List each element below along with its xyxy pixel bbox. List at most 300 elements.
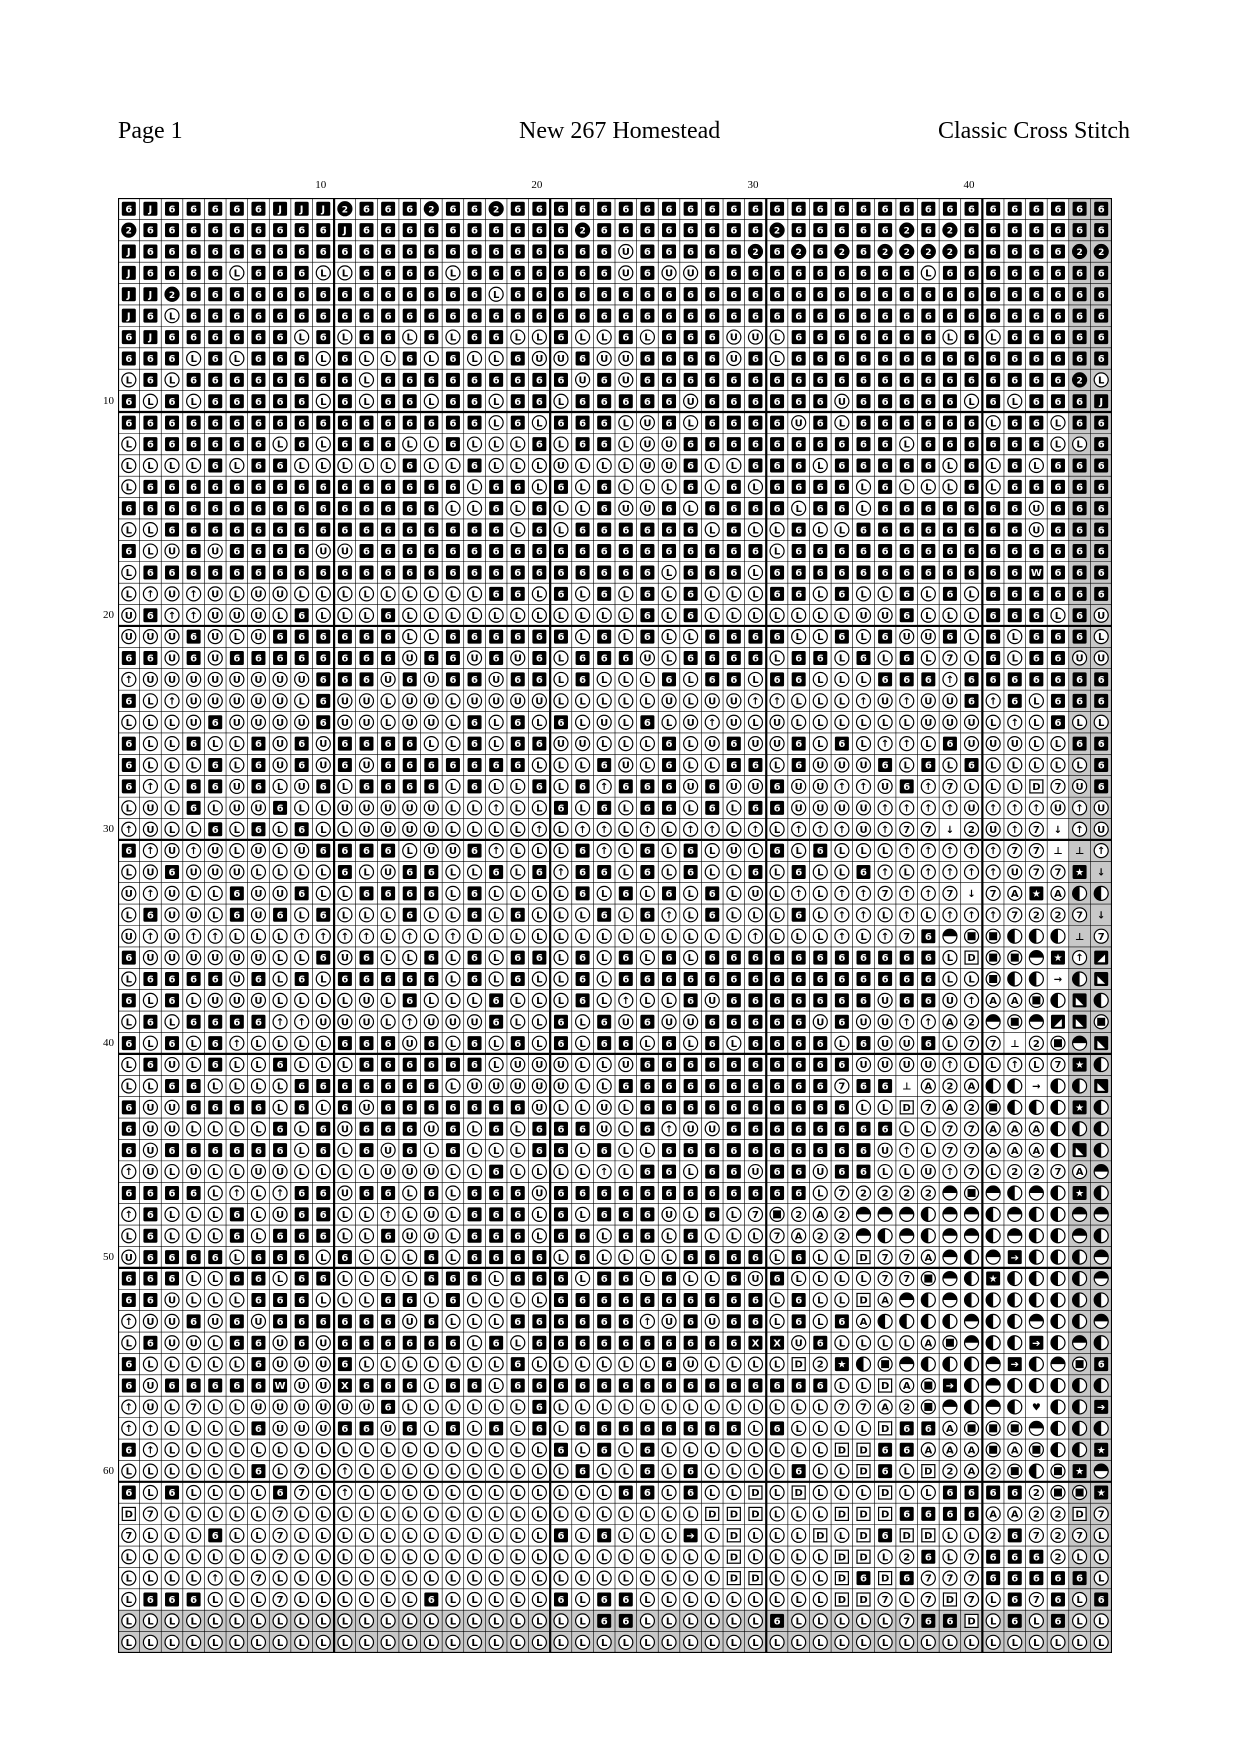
stitch-cell <box>576 758 590 772</box>
stitch-cell <box>640 202 654 216</box>
stitch-symbol: L <box>709 846 716 857</box>
stitch-symbol: L <box>190 889 197 900</box>
stitch-cell <box>554 608 568 622</box>
stitch-symbol: 6 <box>449 290 456 301</box>
stitch-symbol: L <box>558 846 565 857</box>
stitch-cell <box>813 715 827 729</box>
stitch-cell <box>986 287 1000 301</box>
stitch-cell <box>835 908 849 922</box>
stitch-symbol: 6 <box>1033 375 1040 386</box>
stitch-symbol: 6 <box>514 482 521 493</box>
stitch-symbol: U <box>795 782 803 793</box>
stitch-cell <box>1051 758 1065 772</box>
stitch-symbol: U <box>125 889 133 900</box>
stitch-cell <box>295 844 309 858</box>
stitch-cell <box>770 608 784 622</box>
stitch-cell <box>230 694 244 708</box>
stitch-cell <box>662 565 676 579</box>
stitch-symbol: 6 <box>838 354 845 365</box>
stitch-symbol: U <box>1076 782 1084 793</box>
stitch-cell <box>295 287 309 301</box>
stitch-cell <box>878 287 892 301</box>
stitch-cell <box>748 394 762 408</box>
stitch-cell <box>230 715 244 729</box>
stitch-symbol: L <box>428 611 435 622</box>
stitch-cell <box>143 694 157 708</box>
stitch-symbol: L <box>471 611 478 622</box>
stitch-symbol: U <box>579 375 587 386</box>
stitch-symbol: 6 <box>882 632 889 643</box>
stitch-symbol: L <box>147 696 154 707</box>
stitch-symbol: 6 <box>125 418 132 429</box>
stitch-symbol: 6 <box>860 461 867 472</box>
stitch-symbol: 6 <box>666 397 673 408</box>
stitch-cell <box>165 351 179 365</box>
stitch-symbol: L <box>644 761 651 772</box>
stitch-cell <box>619 287 633 301</box>
stitch-cell <box>965 458 979 472</box>
stitch-symbol: 6 <box>795 953 802 964</box>
stitch-cell <box>403 865 417 879</box>
stitch-cell <box>878 929 892 943</box>
stitch-cell <box>1051 587 1065 601</box>
stitch-symbol: L <box>968 782 975 793</box>
stitch-symbol: 6 <box>1033 654 1040 665</box>
stitch-symbol: 6 <box>298 632 305 643</box>
stitch-cell <box>468 309 482 323</box>
stitch-symbol: 6 <box>903 782 910 793</box>
stitch-symbol: 6 <box>601 803 608 814</box>
stitch-cell <box>640 437 654 451</box>
stitch-symbol: ↑ <box>1011 803 1019 814</box>
stitch-cell <box>316 544 330 558</box>
stitch-cell <box>295 929 309 943</box>
stitch-cell <box>619 779 633 793</box>
stitch-symbol: L <box>385 932 392 943</box>
stitch-cell <box>813 480 827 494</box>
stitch-symbol: 6 <box>860 418 867 429</box>
stitch-cell <box>165 394 179 408</box>
stitch-symbol: L <box>277 611 284 622</box>
stitch-cell <box>295 608 309 622</box>
stitch-cell <box>921 608 935 622</box>
stitch-cell <box>446 202 460 216</box>
stitch-cell <box>122 672 136 686</box>
stitch-cell <box>143 737 157 751</box>
stitch-cell <box>1094 694 1108 708</box>
stitch-symbol: 6 <box>774 504 781 515</box>
stitch-cell <box>381 351 395 365</box>
stitch-cell <box>1051 351 1065 365</box>
stitch-symbol: 6 <box>1054 482 1061 493</box>
stitch-cell <box>792 223 806 237</box>
stitch-symbol: 6 <box>1011 461 1018 472</box>
stitch-cell <box>511 202 525 216</box>
stitch-cell <box>1051 651 1065 665</box>
stitch-cell <box>251 480 265 494</box>
stitch-cell <box>489 309 503 323</box>
stitch-symbol: 6 <box>795 440 802 451</box>
stitch-symbol: 6 <box>882 397 889 408</box>
stitch-cell <box>230 779 244 793</box>
stitch-cell <box>1073 244 1087 258</box>
stitch-symbol: L <box>579 333 586 344</box>
stitch-cell <box>468 801 482 815</box>
stitch-symbol: 6 <box>946 204 953 215</box>
stitch-symbol: 6 <box>557 418 564 429</box>
stitch-symbol: L <box>558 696 565 707</box>
stitch-cell <box>554 458 568 472</box>
stitch-cell <box>921 202 935 216</box>
stitch-cell <box>813 309 827 323</box>
stitch-cell <box>316 309 330 323</box>
stitch-symbol: ↑ <box>946 868 954 879</box>
stitch-symbol: 6 <box>514 761 521 772</box>
stitch-cell <box>748 437 762 451</box>
stitch-symbol: U <box>233 953 241 964</box>
stitch-symbol: L <box>169 739 176 750</box>
stitch-cell <box>1051 309 1065 323</box>
stitch-cell <box>727 523 741 537</box>
stitch-symbol: 6 <box>1098 696 1105 707</box>
stitch-cell <box>165 458 179 472</box>
stitch-symbol: L <box>990 718 997 729</box>
stitch-cell <box>1008 501 1022 515</box>
stitch-cell <box>165 779 179 793</box>
stitch-cell <box>576 437 590 451</box>
stitch-symbol: L <box>493 611 500 622</box>
stitch-symbol: L <box>298 333 305 344</box>
stitch-cell <box>1051 630 1065 644</box>
stitch-symbol: 6 <box>147 247 154 258</box>
stitch-symbol: L <box>169 782 176 793</box>
symbol-fill <box>989 932 997 940</box>
stitch-symbol: U <box>730 354 738 365</box>
stitch-symbol: L <box>687 675 694 686</box>
stitch-symbol: 6 <box>730 953 737 964</box>
stitch-symbol: 2 <box>1033 910 1040 921</box>
stitch-symbol: 6 <box>644 718 651 729</box>
stitch-symbol: U <box>751 782 759 793</box>
stitch-cell <box>1029 416 1043 430</box>
stitch-cell <box>489 416 503 430</box>
stitch-cell <box>424 779 438 793</box>
stitch-symbol: 6 <box>687 333 694 344</box>
stitch-cell <box>122 458 136 472</box>
stitch-symbol: U <box>211 868 219 879</box>
stitch-symbol: ↑ <box>967 910 975 921</box>
stitch-cell <box>403 651 417 665</box>
stitch-symbol: 6 <box>1076 504 1083 515</box>
stitch-symbol: 6 <box>903 290 910 301</box>
stitch-symbol: L <box>320 589 327 600</box>
stitch-cell <box>878 865 892 879</box>
stitch-symbol: L <box>623 589 630 600</box>
stitch-symbol: 6 <box>557 568 564 579</box>
stitch-symbol: 6 <box>687 525 694 536</box>
stitch-cell <box>316 608 330 622</box>
stitch-cell <box>208 844 222 858</box>
stitch-symbol: 6 <box>601 525 608 536</box>
stitch-cell <box>576 309 590 323</box>
stitch-cell <box>1008 480 1022 494</box>
stitch-symbol: 7 <box>1011 910 1018 921</box>
stitch-symbol: 6 <box>1033 482 1040 493</box>
stitch-symbol: U <box>211 696 219 707</box>
stitch-symbol: 6 <box>1054 696 1061 707</box>
stitch-cell <box>424 715 438 729</box>
stitch-symbol: U <box>427 675 435 686</box>
stitch-symbol: D <box>967 953 975 964</box>
stitch-symbol: U <box>125 611 133 622</box>
stitch-cell <box>986 501 1000 515</box>
stitch-cell <box>1094 630 1108 644</box>
stitch-cell <box>1008 565 1022 579</box>
stitch-symbol: 6 <box>428 525 435 536</box>
stitch-symbol: L <box>666 718 673 729</box>
stitch-symbol: 6 <box>169 975 176 986</box>
stitch-symbol: L <box>493 953 500 964</box>
stitch-symbol: ↑ <box>297 932 305 943</box>
stitch-symbol: 6 <box>1011 247 1018 258</box>
stitch-cell <box>640 801 654 815</box>
stitch-symbol: ↑ <box>903 889 911 900</box>
stitch-symbol: 6 <box>385 226 392 237</box>
stitch-cell <box>921 480 935 494</box>
stitch-cell <box>424 244 438 258</box>
stitch-symbol: L <box>795 846 802 857</box>
stitch-symbol: 6 <box>579 568 586 579</box>
stitch-symbol: L <box>774 868 781 879</box>
stitch-symbol: L <box>234 354 241 365</box>
stitch-cell <box>511 351 525 365</box>
stitch-cell <box>1094 309 1108 323</box>
stitch-cell <box>619 651 633 665</box>
stitch-cell <box>619 458 633 472</box>
stitch-symbol: 6 <box>644 354 651 365</box>
stitch-cell <box>489 244 503 258</box>
stitch-cell <box>748 373 762 387</box>
stitch-symbol: 6 <box>795 290 802 301</box>
stitch-cell <box>640 244 654 258</box>
stitch-cell <box>230 630 244 644</box>
stitch-symbol: ↑ <box>989 910 997 921</box>
stitch-cell <box>770 779 784 793</box>
stitch-symbol: U <box>557 354 565 365</box>
stitch-cell <box>424 330 438 344</box>
stitch-symbol: 6 <box>666 953 673 964</box>
stitch-symbol: L <box>450 504 457 515</box>
stitch-symbol: 6 <box>795 654 802 665</box>
stitch-symbol: U <box>708 739 716 750</box>
stitch-cell <box>576 523 590 537</box>
stitch-symbol: L <box>536 333 543 344</box>
stitch-symbol: ↑ <box>146 782 154 793</box>
stitch-cell <box>381 779 395 793</box>
stitch-cell <box>489 651 503 665</box>
stitch-cell <box>554 437 568 451</box>
stitch-cell <box>143 309 157 323</box>
stitch-cell <box>208 758 222 772</box>
stitch-symbol: 6 <box>255 975 262 986</box>
stitch-cell <box>143 480 157 494</box>
stitch-symbol: 6 <box>493 868 500 879</box>
stitch-symbol: 6 <box>1033 354 1040 365</box>
stitch-cell <box>208 458 222 472</box>
stitch-symbol: L <box>407 632 414 643</box>
stitch-cell <box>1029 758 1043 772</box>
stitch-cell <box>576 630 590 644</box>
stitch-symbol: L <box>860 932 867 943</box>
stitch-cell <box>857 480 871 494</box>
stitch-cell <box>1008 779 1022 793</box>
stitch-symbol: 6 <box>601 226 608 237</box>
stitch-cell <box>813 501 827 515</box>
stitch-symbol: 6 <box>903 589 910 600</box>
stitch-symbol: 6 <box>190 568 197 579</box>
stitch-cell <box>338 630 352 644</box>
stitch-cell <box>1094 801 1108 815</box>
stitch-symbol: 6 <box>730 247 737 258</box>
stitch-cell <box>986 929 1000 943</box>
stitch-cell <box>446 801 460 815</box>
stitch-symbol: 6 <box>190 632 197 643</box>
stitch-symbol: 6 <box>752 461 759 472</box>
stitch-symbol: U <box>362 761 370 772</box>
stitch-cell <box>1029 672 1043 686</box>
stitch-symbol: 6 <box>752 440 759 451</box>
stitch-cell <box>965 844 979 858</box>
stitch-symbol: 6 <box>406 525 413 536</box>
stitch-symbol: 6 <box>709 204 716 215</box>
stitch-cell <box>1073 544 1087 558</box>
stitch-symbol: L <box>774 889 781 900</box>
stitch-cell <box>165 908 179 922</box>
stitch-symbol: 6 <box>449 204 456 215</box>
stitch-symbol: L <box>298 868 305 879</box>
stitch-symbol: U <box>211 846 219 857</box>
stitch-cell <box>684 694 698 708</box>
stitch-symbol: ↑ <box>492 846 500 857</box>
stitch-cell <box>338 416 352 430</box>
stitch-cell <box>295 244 309 258</box>
stitch-cell <box>165 801 179 815</box>
stitch-cell <box>230 244 244 258</box>
stitch-cell <box>748 801 762 815</box>
stitch-cell <box>748 651 762 665</box>
stitch-symbol: ◢ <box>1097 953 1105 964</box>
stitch-cell <box>857 779 871 793</box>
stitch-symbol: 6 <box>882 953 889 964</box>
stitch-symbol: 6 <box>428 333 435 344</box>
stitch-cell <box>900 416 914 430</box>
stitch-symbol: 6 <box>990 589 997 600</box>
stitch-cell <box>446 437 460 451</box>
stitch-symbol: 6 <box>190 268 197 279</box>
stitch-cell <box>986 908 1000 922</box>
stitch-symbol: 6 <box>622 953 629 964</box>
stitch-cell <box>338 373 352 387</box>
stitch-cell <box>597 501 611 515</box>
stitch-symbol: 6 <box>471 889 478 900</box>
stitch-symbol: 7 <box>925 825 932 836</box>
stitch-cell <box>122 822 136 836</box>
stitch-symbol: 6 <box>233 290 240 301</box>
stitch-cell <box>489 223 503 237</box>
stitch-cell <box>792 844 806 858</box>
stitch-symbol: L <box>925 739 932 750</box>
stitch-cell <box>727 587 741 601</box>
stitch-cell <box>251 694 265 708</box>
stitch-symbol: L <box>579 910 586 921</box>
stitch-cell <box>532 758 546 772</box>
stitch-symbol: 6 <box>1011 547 1018 558</box>
stitch-cell <box>143 929 157 943</box>
stitch-cell <box>684 951 698 965</box>
stitch-symbol: L <box>126 975 133 986</box>
stitch-cell <box>511 587 525 601</box>
stitch-symbol: U <box>276 696 284 707</box>
stitch-cell <box>748 929 762 943</box>
stitch-symbol: ↑ <box>924 782 932 793</box>
stitch-cell <box>619 630 633 644</box>
stitch-cell <box>813 630 827 644</box>
stitch-symbol: ↑ <box>600 782 608 793</box>
stitch-symbol: L <box>839 525 846 536</box>
stitch-symbol: 6 <box>557 482 564 493</box>
stitch-symbol: 6 <box>968 290 975 301</box>
stitch-cell <box>1051 886 1065 900</box>
stitch-symbol: L <box>947 333 954 344</box>
stitch-symbol: L <box>320 889 327 900</box>
stitch-symbol: L <box>450 739 457 750</box>
stitch-symbol: ↑ <box>600 846 608 857</box>
stitch-cell <box>748 694 762 708</box>
stitch-symbol: 6 <box>752 654 759 665</box>
stitch-symbol: 6 <box>601 482 608 493</box>
stitch-symbol: ↑ <box>924 868 932 879</box>
stitch-cell <box>900 309 914 323</box>
stitch-cell <box>403 244 417 258</box>
stitch-cell <box>1008 287 1022 301</box>
stitch-symbol: 6 <box>406 375 413 386</box>
stitch-cell <box>403 458 417 472</box>
stitch-symbol: L <box>342 910 349 921</box>
stitch-symbol: U <box>362 825 370 836</box>
stitch-cell <box>251 779 265 793</box>
stitch-symbol: 6 <box>946 354 953 365</box>
stitch-symbol: 6 <box>125 547 132 558</box>
stitch-symbol: 6 <box>1076 461 1083 472</box>
stitch-symbol: L <box>623 611 630 622</box>
stitch-cell <box>338 330 352 344</box>
stitch-symbol: U <box>622 354 630 365</box>
stitch-cell <box>403 801 417 815</box>
stitch-cell <box>165 373 179 387</box>
stitch-symbol: 6 <box>147 354 154 365</box>
stitch-cell <box>554 287 568 301</box>
stitch-symbol: U <box>211 675 219 686</box>
stitch-symbol: 6 <box>946 547 953 558</box>
stitch-cell <box>295 223 309 237</box>
stitch-symbol: 6 <box>730 482 737 493</box>
stitch-cell <box>424 822 438 836</box>
stitch-cell <box>165 630 179 644</box>
stitch-cell <box>338 908 352 922</box>
stitch-symbol: 6 <box>233 654 240 665</box>
stitch-cell <box>338 758 352 772</box>
stitch-symbol: 6 <box>385 739 392 750</box>
